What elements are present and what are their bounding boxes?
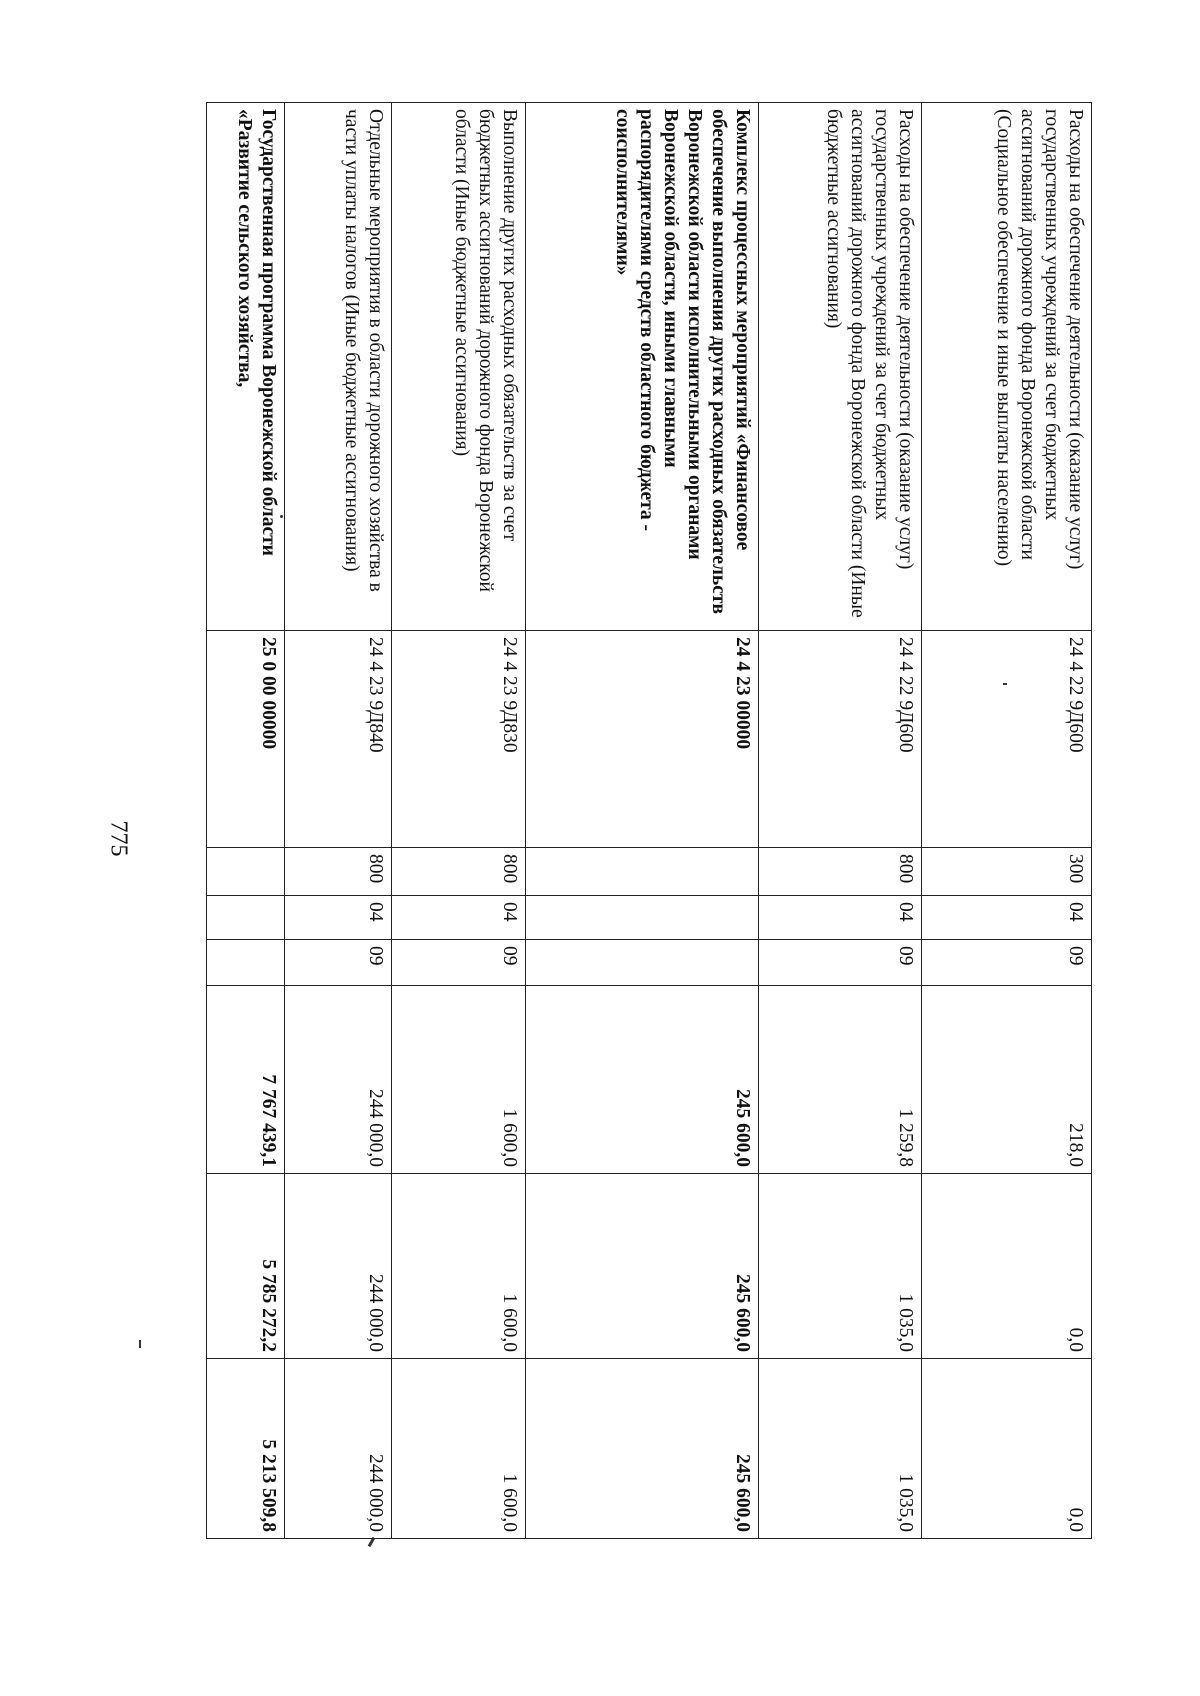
row-value-3: 5 213 509,8 xyxy=(207,1359,285,1539)
row-vr: 800 xyxy=(759,848,922,896)
row-value-3: 244 000,0 xyxy=(284,1359,391,1539)
row-pr: 09 xyxy=(284,940,391,986)
row-code: 24 4 23 9Д830 xyxy=(392,631,526,848)
row-value-2: 1 600,0 xyxy=(392,1174,526,1359)
row-code: 24 4 23 9Д840 xyxy=(284,631,391,848)
row-rz xyxy=(207,896,285,940)
page-number: 775 xyxy=(105,820,132,857)
row-value-2: 5 785 272,2 xyxy=(207,1174,285,1359)
table-row xyxy=(207,103,285,1539)
row-value-2: 245 600,0 xyxy=(526,1174,759,1359)
row-value-1: 244 000,0 xyxy=(284,986,391,1174)
budget-table-container xyxy=(206,102,1092,1538)
row-vr: 300 xyxy=(921,848,1091,896)
table-row xyxy=(921,103,1091,1539)
row-value-3: 1 035,0 xyxy=(759,1359,922,1539)
row-code: 24 4 22 9Д600 xyxy=(921,631,1091,848)
row-vr: 800 xyxy=(392,848,526,896)
row-description: Отдельные мероприятия в области дорожного хозяйства в части уплаты налогов (Иные бюджетные ассигнования) xyxy=(284,103,391,631)
row-description: Выполнение других расходных обязательств за счет бюджетных ассигнований дорожного фонда Воронежской области (Иные бюджетные ассигнования) xyxy=(392,103,526,631)
row-value-1: 245 600,0 xyxy=(526,986,759,1174)
row-description: Комплекс процессных мероприятий «Финансовое обеспечение выполнения других расходных обязательств Воронежской области исполнительными органами Воронежской области, иными главными распорядителями средств областного бюджета - соисполнителями» xyxy=(526,103,759,631)
row-code: 24 4 23 00000 xyxy=(526,631,759,848)
row-rz: 04 xyxy=(392,896,526,940)
row-value-3: 0,0 xyxy=(921,1359,1091,1539)
budget-table xyxy=(206,102,1092,1539)
row-pr xyxy=(207,940,285,986)
row-rz: 04 xyxy=(921,896,1091,940)
scan-mark xyxy=(139,1340,141,1348)
row-value-2: 0,0 xyxy=(921,1174,1091,1359)
row-vr xyxy=(207,848,285,896)
row-vr: 800 xyxy=(284,848,391,896)
table-row xyxy=(284,103,391,1539)
row-rz: 04 xyxy=(759,896,922,940)
table-row xyxy=(526,103,759,1539)
table-row xyxy=(759,103,922,1539)
row-value-1: 7 767 439,1 xyxy=(207,986,285,1174)
row-value-3: 1 600,0 xyxy=(392,1359,526,1539)
row-value-1: 218,0 xyxy=(921,986,1091,1174)
row-value-3: 245 600,0 xyxy=(526,1359,759,1539)
row-pr: 09 xyxy=(921,940,1091,986)
row-pr: 09 xyxy=(759,940,922,986)
row-value-2: 244 000,0 xyxy=(284,1174,391,1359)
row-value-2: 1 035,0 xyxy=(759,1174,922,1359)
row-code: 25 0 00 00000 xyxy=(207,631,285,848)
row-description: Расходы на обеспечение деятельности (оказание услуг) государственных учреждений за счет бюджетных ассигнований дорожного фонда Воронежской области (Иные бюджетные ассигнования) xyxy=(759,103,922,631)
row-pr: 09 xyxy=(392,940,526,986)
row-rz: 04 xyxy=(284,896,391,940)
row-value-1: 1 259,8 xyxy=(759,986,922,1174)
row-pr xyxy=(526,940,759,986)
row-description: Государственная программа Воронежской области «Развитие сельского хозяйства, xyxy=(207,103,285,631)
table-row xyxy=(392,103,526,1539)
row-value-1: 1 600,0 xyxy=(392,986,526,1174)
row-description: Расходы на обеспечение деятельности (оказание услуг) государственных учреждений за счет бюджетных ассигнований дорожного фонда Воронежской области (Социальное обеспечение и иные выплаты населению) xyxy=(921,103,1091,631)
row-vr xyxy=(526,848,759,896)
row-rz xyxy=(526,896,759,940)
row-code: 24 4 22 9Д600 xyxy=(759,631,922,848)
